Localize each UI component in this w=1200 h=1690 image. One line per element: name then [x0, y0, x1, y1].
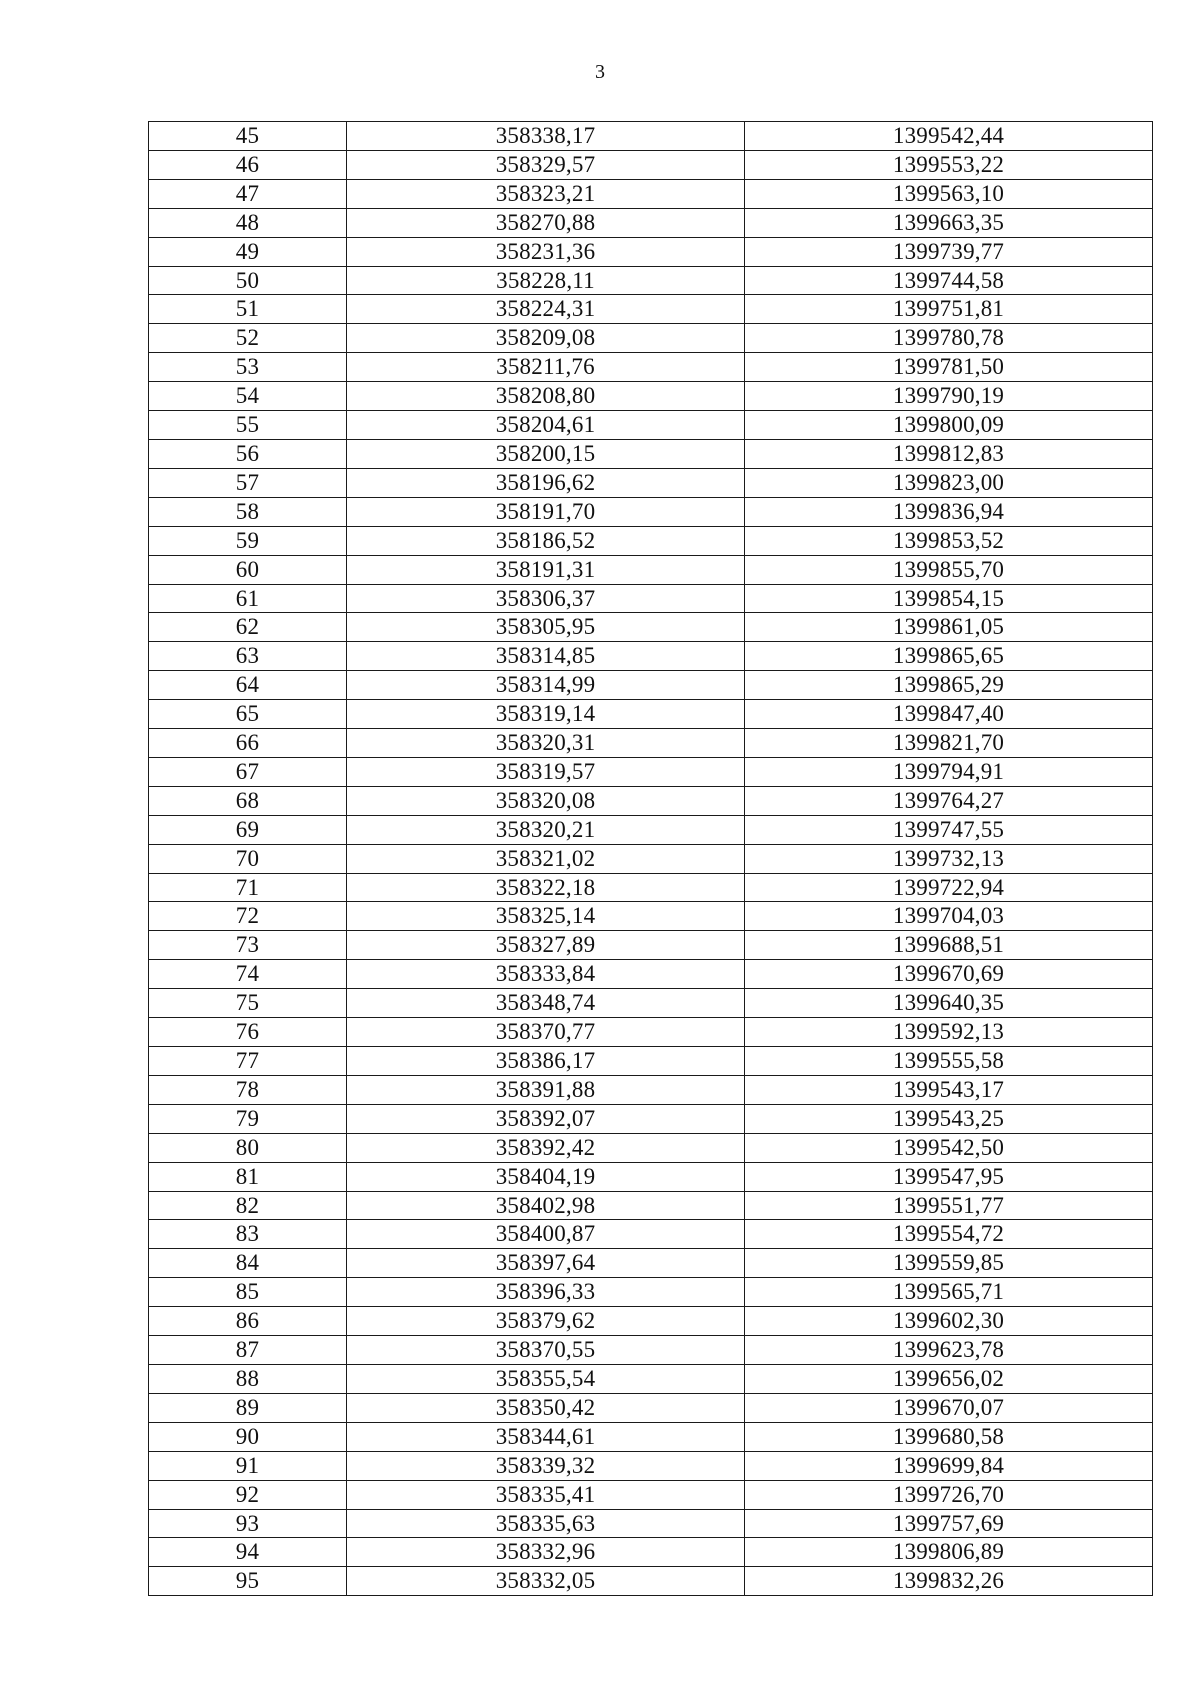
x-coordinate-cell: 358333,84	[347, 960, 745, 989]
table-row	[149, 584, 1153, 613]
x-coordinate-cell: 358348,74	[347, 989, 745, 1018]
x-coordinate-cell: 358332,96	[347, 1538, 745, 1567]
x-coordinate-cell: 358204,61	[347, 411, 745, 440]
point-number-cell: 65	[149, 700, 347, 729]
point-number-cell: 59	[149, 526, 347, 555]
table-row	[149, 989, 1153, 1018]
point-number-cell: 54	[149, 382, 347, 411]
y-coordinate-cell: 1399854,15	[745, 584, 1153, 613]
page-number: 3	[595, 61, 605, 83]
table-row	[149, 266, 1153, 295]
x-coordinate-cell: 358392,42	[347, 1133, 745, 1162]
table-row	[149, 411, 1153, 440]
point-number-cell: 55	[149, 411, 347, 440]
point-number-cell: 56	[149, 439, 347, 468]
x-coordinate-cell: 358320,31	[347, 729, 745, 758]
y-coordinate-cell: 1399726,70	[745, 1480, 1153, 1509]
x-coordinate-cell: 358327,89	[347, 931, 745, 960]
table-row	[149, 1307, 1153, 1336]
y-coordinate-cell: 1399602,30	[745, 1307, 1153, 1336]
point-number-cell: 57	[149, 468, 347, 497]
y-coordinate-cell: 1399623,78	[745, 1336, 1153, 1365]
point-number-cell: 87	[149, 1336, 347, 1365]
y-coordinate-cell: 1399781,50	[745, 353, 1153, 382]
point-number-cell: 82	[149, 1191, 347, 1220]
y-coordinate-cell: 1399836,94	[745, 497, 1153, 526]
table-row	[149, 237, 1153, 266]
x-coordinate-cell: 358338,17	[347, 122, 745, 151]
y-coordinate-cell: 1399704,03	[745, 902, 1153, 931]
x-coordinate-cell: 358344,61	[347, 1422, 745, 1451]
table-row	[149, 1422, 1153, 1451]
x-coordinate-cell: 358186,52	[347, 526, 745, 555]
x-coordinate-cell: 358332,05	[347, 1567, 745, 1596]
y-coordinate-cell: 1399670,69	[745, 960, 1153, 989]
y-coordinate-cell: 1399821,70	[745, 729, 1153, 758]
table-row	[149, 526, 1153, 555]
y-coordinate-cell: 1399855,70	[745, 555, 1153, 584]
point-number-cell: 63	[149, 642, 347, 671]
point-number-cell: 66	[149, 729, 347, 758]
table-row	[149, 353, 1153, 382]
point-number-cell: 67	[149, 757, 347, 786]
y-coordinate-cell: 1399592,13	[745, 1018, 1153, 1047]
x-coordinate-cell: 358402,98	[347, 1191, 745, 1220]
table-row	[149, 497, 1153, 526]
point-number-cell: 94	[149, 1538, 347, 1567]
x-coordinate-cell: 358397,64	[347, 1249, 745, 1278]
point-number-cell: 83	[149, 1220, 347, 1249]
x-coordinate-cell: 358319,14	[347, 700, 745, 729]
point-number-cell: 89	[149, 1393, 347, 1422]
x-coordinate-cell: 358231,36	[347, 237, 745, 266]
table-row	[149, 1480, 1153, 1509]
x-coordinate-cell: 358270,88	[347, 208, 745, 237]
y-coordinate-cell: 1399663,35	[745, 208, 1153, 237]
y-coordinate-cell: 1399806,89	[745, 1538, 1153, 1567]
x-coordinate-cell: 358191,70	[347, 497, 745, 526]
point-number-cell: 62	[149, 613, 347, 642]
point-number-cell: 58	[149, 497, 347, 526]
x-coordinate-cell: 358211,76	[347, 353, 745, 382]
table-row	[149, 613, 1153, 642]
table-row	[149, 295, 1153, 324]
x-coordinate-cell: 358320,08	[347, 786, 745, 815]
point-number-cell: 86	[149, 1307, 347, 1336]
x-coordinate-cell: 358325,14	[347, 902, 745, 931]
point-number-cell: 88	[149, 1364, 347, 1393]
table-row	[149, 1567, 1153, 1596]
point-number-cell: 78	[149, 1075, 347, 1104]
point-number-cell: 75	[149, 989, 347, 1018]
x-coordinate-cell: 358200,15	[347, 439, 745, 468]
table-row	[149, 1220, 1153, 1249]
point-number-cell: 79	[149, 1104, 347, 1133]
y-coordinate-cell: 1399747,55	[745, 815, 1153, 844]
table-row	[149, 873, 1153, 902]
y-coordinate-cell: 1399865,29	[745, 671, 1153, 700]
y-coordinate-cell: 1399563,10	[745, 179, 1153, 208]
point-number-cell: 68	[149, 786, 347, 815]
table-row	[149, 844, 1153, 873]
x-coordinate-cell: 358396,33	[347, 1278, 745, 1307]
point-number-cell: 52	[149, 324, 347, 353]
y-coordinate-cell: 1399543,17	[745, 1075, 1153, 1104]
table-row	[149, 468, 1153, 497]
point-number-cell: 93	[149, 1509, 347, 1538]
x-coordinate-cell: 358306,37	[347, 584, 745, 613]
y-coordinate-cell: 1399640,35	[745, 989, 1153, 1018]
x-coordinate-cell: 358208,80	[347, 382, 745, 411]
x-coordinate-cell: 358305,95	[347, 613, 745, 642]
point-number-cell: 47	[149, 179, 347, 208]
coordinates-table-body	[149, 122, 1153, 1596]
table-row	[149, 642, 1153, 671]
point-number-cell: 74	[149, 960, 347, 989]
point-number-cell: 48	[149, 208, 347, 237]
table-row	[149, 757, 1153, 786]
x-coordinate-cell: 358392,07	[347, 1104, 745, 1133]
table-row	[149, 729, 1153, 758]
table-row	[149, 1075, 1153, 1104]
x-coordinate-cell: 358355,54	[347, 1364, 745, 1393]
y-coordinate-cell: 1399542,50	[745, 1133, 1153, 1162]
x-coordinate-cell: 358314,85	[347, 642, 745, 671]
point-number-cell: 92	[149, 1480, 347, 1509]
x-coordinate-cell: 358321,02	[347, 844, 745, 873]
table-row	[149, 150, 1153, 179]
table-row	[149, 960, 1153, 989]
y-coordinate-cell: 1399800,09	[745, 411, 1153, 440]
y-coordinate-cell: 1399739,77	[745, 237, 1153, 266]
point-number-cell: 76	[149, 1018, 347, 1047]
table-row	[149, 1191, 1153, 1220]
x-coordinate-cell: 358323,21	[347, 179, 745, 208]
table-row	[149, 700, 1153, 729]
point-number-cell: 69	[149, 815, 347, 844]
y-coordinate-cell: 1399853,52	[745, 526, 1153, 555]
table-row	[149, 1162, 1153, 1191]
point-number-cell: 46	[149, 150, 347, 179]
x-coordinate-cell: 358228,11	[347, 266, 745, 295]
table-row	[149, 1538, 1153, 1567]
point-number-cell: 49	[149, 237, 347, 266]
y-coordinate-cell: 1399547,95	[745, 1162, 1153, 1191]
x-coordinate-cell: 358335,41	[347, 1480, 745, 1509]
y-coordinate-cell: 1399555,58	[745, 1047, 1153, 1076]
x-coordinate-cell: 358320,21	[347, 815, 745, 844]
point-number-cell: 72	[149, 902, 347, 931]
y-coordinate-cell: 1399565,71	[745, 1278, 1153, 1307]
y-coordinate-cell: 1399823,00	[745, 468, 1153, 497]
point-number-cell: 85	[149, 1278, 347, 1307]
y-coordinate-cell: 1399764,27	[745, 786, 1153, 815]
y-coordinate-cell: 1399551,77	[745, 1191, 1153, 1220]
point-number-cell: 64	[149, 671, 347, 700]
table-row	[149, 786, 1153, 815]
table-row	[149, 382, 1153, 411]
y-coordinate-cell: 1399794,91	[745, 757, 1153, 786]
y-coordinate-cell: 1399559,85	[745, 1249, 1153, 1278]
y-coordinate-cell: 1399699,84	[745, 1451, 1153, 1480]
y-coordinate-cell: 1399554,72	[745, 1220, 1153, 1249]
point-number-cell: 71	[149, 873, 347, 902]
x-coordinate-cell: 358379,62	[347, 1307, 745, 1336]
y-coordinate-cell: 1399847,40	[745, 700, 1153, 729]
x-coordinate-cell: 358391,88	[347, 1075, 745, 1104]
y-coordinate-cell: 1399732,13	[745, 844, 1153, 873]
table-row	[149, 1018, 1153, 1047]
x-coordinate-cell: 358191,31	[347, 555, 745, 584]
point-number-cell: 84	[149, 1249, 347, 1278]
table-row	[149, 208, 1153, 237]
point-number-cell: 60	[149, 555, 347, 584]
x-coordinate-cell: 358400,87	[347, 1220, 745, 1249]
table-row	[149, 1336, 1153, 1365]
y-coordinate-cell: 1399751,81	[745, 295, 1153, 324]
y-coordinate-cell: 1399812,83	[745, 439, 1153, 468]
table-row	[149, 931, 1153, 960]
table-row	[149, 122, 1153, 151]
x-coordinate-cell: 358370,77	[347, 1018, 745, 1047]
y-coordinate-cell: 1399861,05	[745, 613, 1153, 642]
table-row	[149, 1451, 1153, 1480]
x-coordinate-cell: 358329,57	[347, 150, 745, 179]
y-coordinate-cell: 1399688,51	[745, 931, 1153, 960]
table-row	[149, 324, 1153, 353]
point-number-cell: 73	[149, 931, 347, 960]
y-coordinate-cell: 1399744,58	[745, 266, 1153, 295]
point-number-cell: 53	[149, 353, 347, 382]
y-coordinate-cell: 1399670,07	[745, 1393, 1153, 1422]
x-coordinate-cell: 358196,62	[347, 468, 745, 497]
x-coordinate-cell: 358322,18	[347, 873, 745, 902]
point-number-cell: 95	[149, 1567, 347, 1596]
point-number-cell: 45	[149, 122, 347, 151]
point-number-cell: 50	[149, 266, 347, 295]
y-coordinate-cell: 1399553,22	[745, 150, 1153, 179]
x-coordinate-cell: 358224,31	[347, 295, 745, 324]
table-row	[149, 1249, 1153, 1278]
y-coordinate-cell: 1399656,02	[745, 1364, 1153, 1393]
x-coordinate-cell: 358314,99	[347, 671, 745, 700]
x-coordinate-cell: 358319,57	[347, 757, 745, 786]
table-row	[149, 671, 1153, 700]
coordinates-table	[148, 121, 1153, 1596]
y-coordinate-cell: 1399832,26	[745, 1567, 1153, 1596]
y-coordinate-cell: 1399543,25	[745, 1104, 1153, 1133]
table-row	[149, 1133, 1153, 1162]
y-coordinate-cell: 1399865,65	[745, 642, 1153, 671]
point-number-cell: 90	[149, 1422, 347, 1451]
table-row	[149, 902, 1153, 931]
y-coordinate-cell: 1399757,69	[745, 1509, 1153, 1538]
table-row	[149, 555, 1153, 584]
table-row	[149, 1047, 1153, 1076]
table-row	[149, 815, 1153, 844]
y-coordinate-cell: 1399780,78	[745, 324, 1153, 353]
x-coordinate-cell: 358404,19	[347, 1162, 745, 1191]
table-row	[149, 1364, 1153, 1393]
table-row	[149, 1393, 1153, 1422]
y-coordinate-cell: 1399722,94	[745, 873, 1153, 902]
table-row	[149, 439, 1153, 468]
point-number-cell: 91	[149, 1451, 347, 1480]
x-coordinate-cell: 358339,32	[347, 1451, 745, 1480]
point-number-cell: 80	[149, 1133, 347, 1162]
y-coordinate-cell: 1399790,19	[745, 382, 1153, 411]
x-coordinate-cell: 358209,08	[347, 324, 745, 353]
x-coordinate-cell: 358370,55	[347, 1336, 745, 1365]
point-number-cell: 61	[149, 584, 347, 613]
point-number-cell: 51	[149, 295, 347, 324]
y-coordinate-cell: 1399680,58	[745, 1422, 1153, 1451]
y-coordinate-cell: 1399542,44	[745, 122, 1153, 151]
table-row	[149, 1509, 1153, 1538]
table-row	[149, 179, 1153, 208]
x-coordinate-cell: 358386,17	[347, 1047, 745, 1076]
table-row	[149, 1278, 1153, 1307]
point-number-cell: 77	[149, 1047, 347, 1076]
x-coordinate-cell: 358335,63	[347, 1509, 745, 1538]
table-row	[149, 1104, 1153, 1133]
point-number-cell: 70	[149, 844, 347, 873]
point-number-cell: 81	[149, 1162, 347, 1191]
x-coordinate-cell: 358350,42	[347, 1393, 745, 1422]
